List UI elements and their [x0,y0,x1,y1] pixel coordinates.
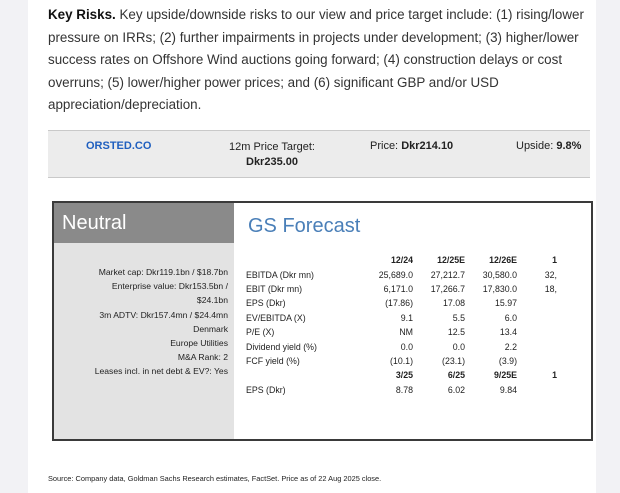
row-label: Dividend yield (%) [246,341,317,352]
price-target-strip [48,130,590,178]
current-price-value: Dkr214.10 [401,140,454,152]
fact-line: $24.1bn [196,295,228,306]
upside-label: Upside: [516,140,557,152]
current-price-label: Price: [370,140,402,152]
period-header: 12/26E [489,255,517,266]
value-cell: 32, [544,269,557,280]
fact-line: M&A Rank: 2 [177,352,228,363]
period-header: 12/24 [390,255,413,266]
row-label: EPS (Dkr) [246,384,286,395]
value-cell: 12.5 [447,327,465,338]
quarter-header-row [246,368,559,382]
price-target-label: 12m Price Target: [228,141,315,153]
value-cell: (23.1) [442,355,465,366]
value-cell [517,311,559,325]
value-cell: 5.5 [452,312,465,323]
value-cell: 15.97 [494,298,517,309]
value-cell: 0.0 [400,341,413,352]
row-label: EV/EBITDA (X) [246,312,306,323]
table-row [246,296,559,310]
value-cell: NM [399,327,413,338]
current-price [370,140,453,152]
value-cell: 17,266.7 [430,283,465,294]
value-cell [517,354,559,368]
annual-header-row [246,253,559,267]
price-target-value: Dkr235.00 [246,156,298,168]
fact-line: Europe Utilities [170,338,228,349]
value-cell: 17,830.0 [482,283,517,294]
row-label: EBIT (Dkr mn) [246,283,303,294]
row-label: EPS (Dkr) [246,298,286,309]
fact-line: Market cap: Dkr119.1bn / $18.7bn [98,267,228,277]
key-risks-heading: Key Risks. [48,7,116,22]
fact-line: 3m ADTV: Dkr157.4mn / $24.4mn [99,309,228,320]
table-row [246,354,559,368]
value-cell: 27,212.7 [430,269,465,280]
fact-line: Denmark [193,323,228,334]
period-header: 6/25 [447,370,465,381]
value-cell [517,325,559,339]
value-cell: 2.2 [504,341,517,352]
company-facts [58,265,228,379]
key-risks-paragraph [48,4,596,117]
rating-badge: Neutral [54,203,234,243]
company-panel [54,203,234,439]
forecast-panel [234,203,591,439]
value-cell: 9.84 [499,384,517,395]
value-cell: 8.78 [395,384,413,395]
value-cell: 9.1 [400,312,413,323]
fact-line: Enterprise value: Dkr153.5bn / [111,281,228,292]
forecast-table [246,253,559,397]
report-page [28,0,596,493]
header-blank-cell [246,253,361,267]
table-row [246,325,559,339]
period-header: 1 [552,255,557,266]
value-cell: (3.9) [498,355,517,366]
value-cell: 18, [544,283,557,294]
table-row [246,267,559,281]
value-cell: 6.02 [447,384,465,395]
table-row [246,311,559,325]
period-header: 1 [552,370,557,381]
row-label: EBITDA (Dkr mn) [246,269,314,280]
table-row [246,282,559,296]
upside [516,140,581,152]
header-blank-cell [246,368,361,382]
value-cell [517,383,559,397]
fact-line: Leases incl. in net debt & EV?: Yes [94,366,228,377]
ticker-link[interactable]: ORSTED.CO [86,140,152,152]
value-cell: 17.08 [442,298,465,309]
forecast-card [52,201,593,441]
value-cell [517,296,559,310]
value-cell: (10.1) [390,355,413,366]
table-row [246,339,559,353]
value-cell: (17.86) [385,298,413,309]
row-label: FCF yield (%) [246,355,300,366]
period-header: 9/25E [494,370,517,381]
price-target [218,140,326,170]
period-header: 12/25E [437,255,465,266]
period-header: 3/25 [395,370,413,381]
value-cell: 30,580.0 [482,269,517,280]
row-label: P/E (X) [246,327,275,338]
value-cell: 6,171.0 [383,283,413,294]
forecast-title: GS Forecast [248,215,361,237]
upside-value: 9.8% [556,140,582,152]
value-cell: 13.4 [499,327,517,338]
source-note: Source: Company data, Goldman Sachs Research estimates, FactSet. Price as of 22 Aug 2025 close. [48,474,382,483]
table-row [246,383,559,397]
value-cell: 6.0 [504,312,517,323]
value-cell: 25,689.0 [378,269,413,280]
value-cell: 0.0 [452,341,465,352]
key-risks-text: Key upside/downside risks to our view and price target include: (1) rising/lower pressure on IRRs; (2) further impairments in projects under development; (3) higher/lower success rates on Offshore Wind auctions going forward; (4) construction delays or cost overruns; (5) lower/higher power prices; and (6) significant GBP and/or USD appreciation/depreciation. [48,7,584,112]
value-cell [517,339,559,353]
